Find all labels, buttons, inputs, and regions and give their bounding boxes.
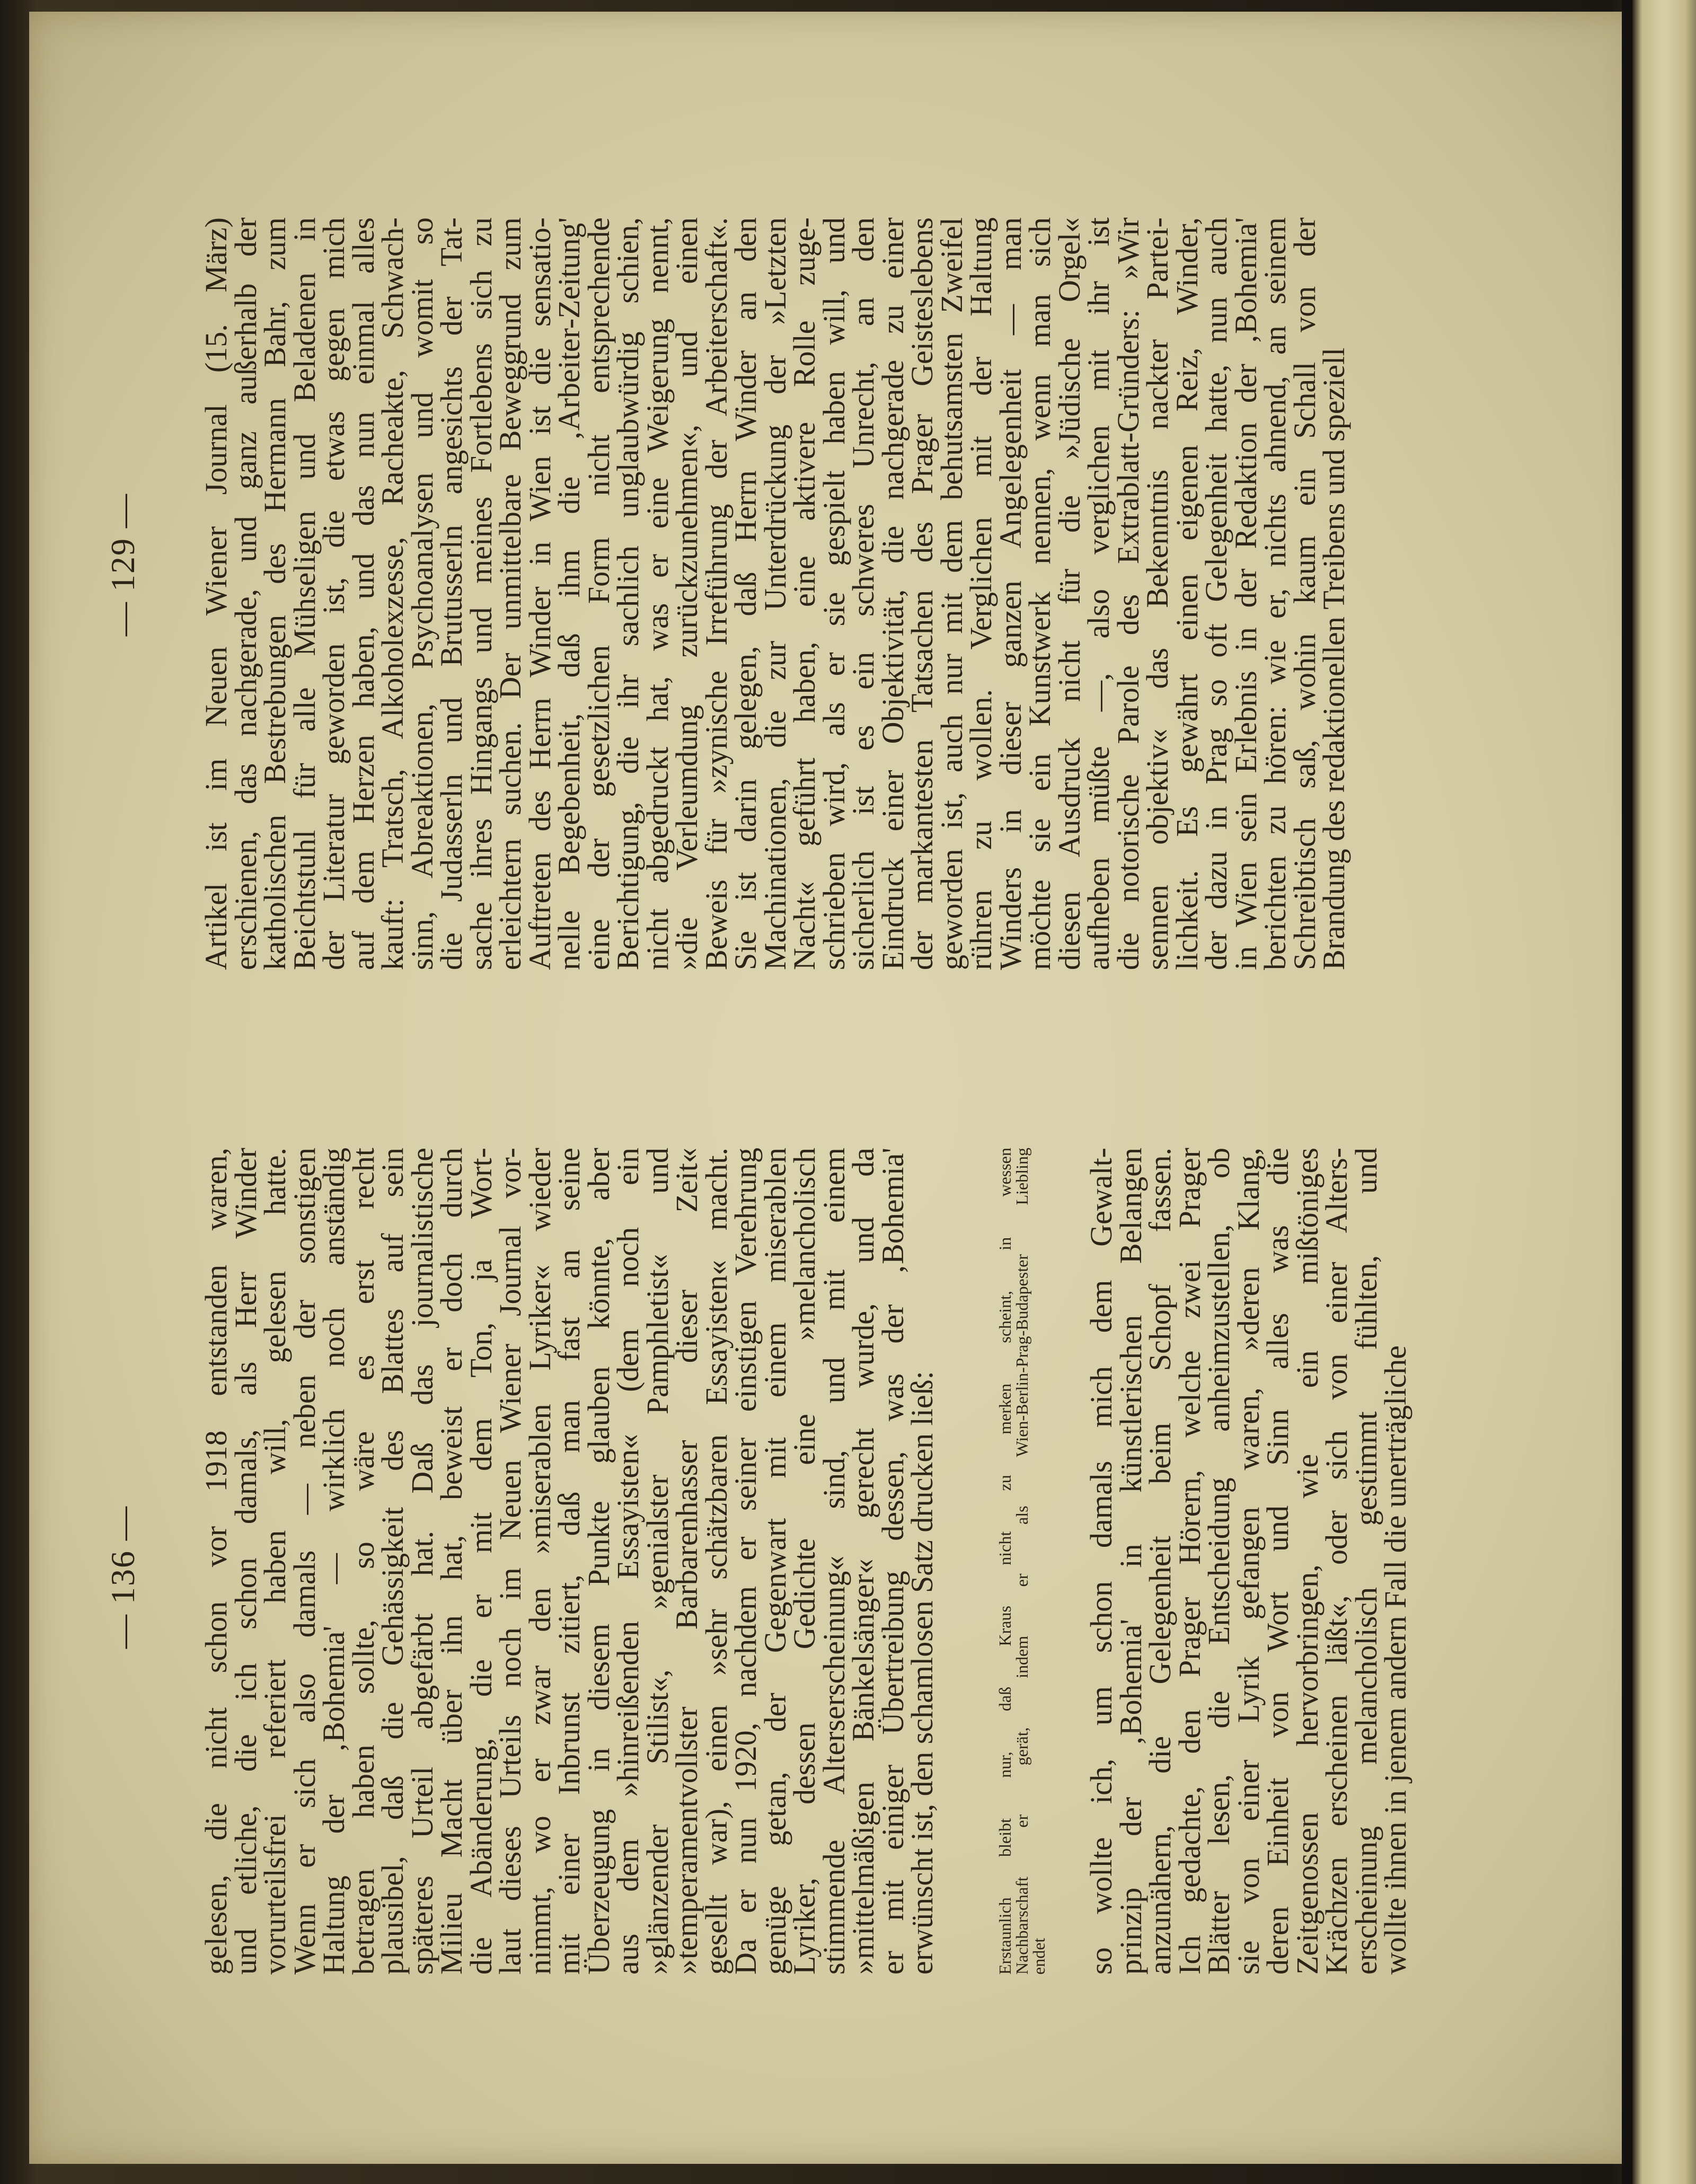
text-line: berichten zu hören: wie er, nichts ahnend, an seinem xyxy=(1258,217,1292,970)
next-page-edge xyxy=(1632,0,1696,2184)
text-line: und etliche, die ich schon damals, als Herr Winder xyxy=(228,1148,263,1975)
text-line: der markantesten Tatsachen des Prager Geisteslebens xyxy=(905,217,939,970)
text-line: nelle Begebenheit, daß ihm die ‚Arbeiter-Zeitung' xyxy=(552,217,586,970)
text-line: sinn, Abreaktionen, Psychoanalysen und womit so xyxy=(404,217,439,970)
text-line: Krächzen erscheinen läßt«, oder sich von einer Alters- xyxy=(1319,1148,1354,1975)
text-line: Nacht« geführt haben, eine aktivere Rolle zuge- xyxy=(787,217,822,970)
text-line: geworden ist, auch nur mit dem behutsamsten Zweifel xyxy=(934,217,969,970)
text-line: diesen Ausdruck nicht für die »Jüdische Orgel« xyxy=(1052,217,1086,970)
text-line: Ich gedachte, den Prager Hörern, welche zwei Prager xyxy=(1172,1148,1207,1975)
text-line: kauft: Tratsch, Alkoholexzesse, Racheakte, Schwach- xyxy=(375,217,410,970)
text-line: wollte ihnen in jenem andern Fall die unerträgliche xyxy=(1378,1345,1412,1975)
text-line: eine der gesetzlichen Form nicht entsprechende xyxy=(581,217,616,970)
text-line: Lyriker, dessen Gedichte eine »melancholisch xyxy=(787,1148,822,1975)
text-line: Artikel ist im Neuen Wiener Journal (15. März) xyxy=(199,217,233,970)
left-page-number: — 136 — xyxy=(104,1505,142,1649)
text-line: nicht abgedruckt hat, was er eine Weigerung nennt, xyxy=(640,217,675,970)
text-line: die notorische Parole des Extrablatt-Gründers: »Wir xyxy=(1110,217,1145,970)
text-line: sennen objektiv« das Bekenntnis nackter Partei- xyxy=(1140,217,1174,970)
text-line: möchte sie ein Kunstwerk nennen, wenn man sich xyxy=(1022,217,1057,970)
text-line: Überzeugung in diesem Punkte glauben könnte, aber xyxy=(581,1148,616,1975)
text-line: erleichtern suchen. Der unmittelbare Beweggrund zum xyxy=(493,217,527,970)
text-line: Erstaunlich bleibt nur, daß Kraus nicht zu merken scheint, in wessen xyxy=(995,1148,1014,1975)
text-line: erschienen, das nachgerade, und ganz außerhalb der xyxy=(228,217,263,970)
text-line: Milieu Macht über ihn hat, beweist er doch durch xyxy=(434,1148,469,1975)
text-line: späteres Urteil abgefärbt hat. Daß das journalistische xyxy=(404,1148,439,1975)
text-line: Beweis für »zynische Irreführung der Arbeiterschaft«. xyxy=(699,217,734,970)
text-line: Blätter lesen, die Entscheidung anheimzustellen, ob xyxy=(1202,1148,1236,1975)
text-line: betragen haben sollte, so wäre es erst recht xyxy=(346,1148,381,1975)
text-line: stimmende Alterserscheinung« sind, und mit einem xyxy=(816,1148,851,1975)
text-line: Berichtigung, die ihr sachlich unglaubwürdig schien, xyxy=(611,217,645,970)
text-line: lichkeit. Es gewährt einen eigenen Reiz, Winder, xyxy=(1169,217,1204,970)
text-line: katholischen Bestrebungen des Hermann Bahr, zum xyxy=(258,217,292,970)
text-line: rühren zu wollen. Verglichen mit der Haltung xyxy=(964,217,998,970)
text-line: deren Einheit von Wort und Sinn alles was die xyxy=(1260,1148,1295,1975)
left-page-text-continued xyxy=(1086,1148,1410,1975)
text-line: Auftreten des Herrn Winder in Wien ist die sensatio- xyxy=(522,217,557,970)
text-line: Sie ist darin gelegen, daß Herrn Winder an den xyxy=(728,217,763,970)
text-line: er mit einiger Übertreibung dessen, was der ‚Bohemia' xyxy=(875,1148,910,1975)
text-line: Brandung des redaktionellen Treibens und speziell xyxy=(1317,347,1351,970)
text-line: plausibel, daß die Gehässigkeit des Blattes auf sein xyxy=(375,1148,410,1975)
text-line: genüge getan, der Gegenwart mit einem miserablen xyxy=(757,1148,792,1975)
text-line: sicherlich ist es ein schweres Unrecht, an den xyxy=(846,217,880,970)
text-line: aufheben müßte —, also verglichen mit ihr ist xyxy=(1081,217,1116,970)
text-line: gesellt war), einen »sehr schätzbaren Essayisten« macht. xyxy=(699,1148,734,1975)
text-line: sie von einer Lyrik gefangen waren, »deren Klang, xyxy=(1231,1148,1266,1975)
text-line: aus dem »hinreißenden Essayisten« (dem noch ein xyxy=(611,1148,645,1975)
text-line: Zeitgenossen hervorbringen, wie ein mißtöniges xyxy=(1289,1148,1324,1975)
text-line: Eindruck einer Objektivität, die nachgerade zu einer xyxy=(875,217,910,970)
right-page-number: — 129 — xyxy=(104,493,142,636)
text-line: nimmt, wo er zwar den »miserablen Lyriker« wieder xyxy=(522,1148,557,1975)
text-line: gelesen, die nicht schon vor 1918 entstanden waren, xyxy=(199,1148,233,1975)
text-line: Beichtstuhl für alle Mühseligen und Beladenen in xyxy=(287,217,322,970)
text-line: »temperamentvollster Barbarenhasser dieser Zeit« xyxy=(669,1148,704,1975)
text-line: der dazu in Prag so oft Gelegenheit hatte, nun auch xyxy=(1199,217,1233,970)
text-line: mit einer Inbrunst zitiert, daß man fast an seine xyxy=(552,1148,586,1975)
text-line: erscheinung melancholisch gestimmt fühlten, und xyxy=(1348,1148,1383,1975)
text-line: vorurteilsfrei referiert haben will, gelesen hatte. xyxy=(258,1148,292,1975)
text-line: Schreibtisch saß, wohin kaum ein Schall von der xyxy=(1287,217,1322,970)
text-line: Da er nun 1920, nachdem er seiner einstigen Verehrung xyxy=(728,1148,763,1975)
text-line: die Judasserln und Brutusserln angesichts der Tat- xyxy=(434,217,469,970)
text-line: so wollte ich, um schon damals mich dem Gewalt- xyxy=(1084,1148,1118,1975)
text-line: laut dieses Urteils noch im Neuen Wiener Journal vor- xyxy=(493,1148,527,1975)
text-line: »mittelmäßigen Bänkelsänger« gerecht wurde, und da xyxy=(846,1148,880,1975)
text-line: Nachbarschaft er gerät, indem er als Wien-Berlin-Prag-Budapester Liebling xyxy=(1012,1148,1031,1975)
text-line: »die Verleumdung zurückzunehmen«, und einen xyxy=(669,217,704,970)
text-line: Wenn er sich also damals — neben der sonstigen xyxy=(287,1148,322,1975)
right-page-text xyxy=(201,217,1349,970)
text-line: endet xyxy=(1029,1938,1048,1975)
text-line: schrieben wird, als er sie gespielt haben will, und xyxy=(816,217,851,970)
text-line: anzunähern, die Gelegenheit beim Schopf fassen. xyxy=(1143,1148,1177,1975)
left-page-text xyxy=(201,1148,937,1975)
left-page-note xyxy=(996,1148,1047,1975)
text-line: »glänzender Stilist«, »genialster Pamphletist« und xyxy=(640,1148,675,1975)
text-line: der Literatur geworden ist, die etwas gegen mich xyxy=(316,217,351,970)
text-line: prinzip der ‚Bohemia' in künstlerischen Belangen xyxy=(1113,1148,1148,1975)
text-line: auf dem Herzen haben, und das nun einmal alles xyxy=(346,217,381,970)
text-line: in Wien sein Erlebnis in der Redaktion der ‚Bohemia' xyxy=(1228,217,1263,970)
text-line: Haltung der ‚Bohemia' — wirklich noch anständig xyxy=(316,1148,351,1975)
text-line: sache ihres Hingangs und meines Fortlebens sich zu xyxy=(463,217,498,970)
text-line: erwünscht ist, den schamlosen Satz drucken ließ: xyxy=(905,1371,939,1975)
text-line: Winders in dieser ganzen Angelegenheit — man xyxy=(993,217,1028,970)
text-line: Machinationen, die zur Unterdrückung der »Letzten xyxy=(757,217,792,970)
text-line: die Abänderung, die er mit dem Ton, ja Wort- xyxy=(463,1148,498,1975)
